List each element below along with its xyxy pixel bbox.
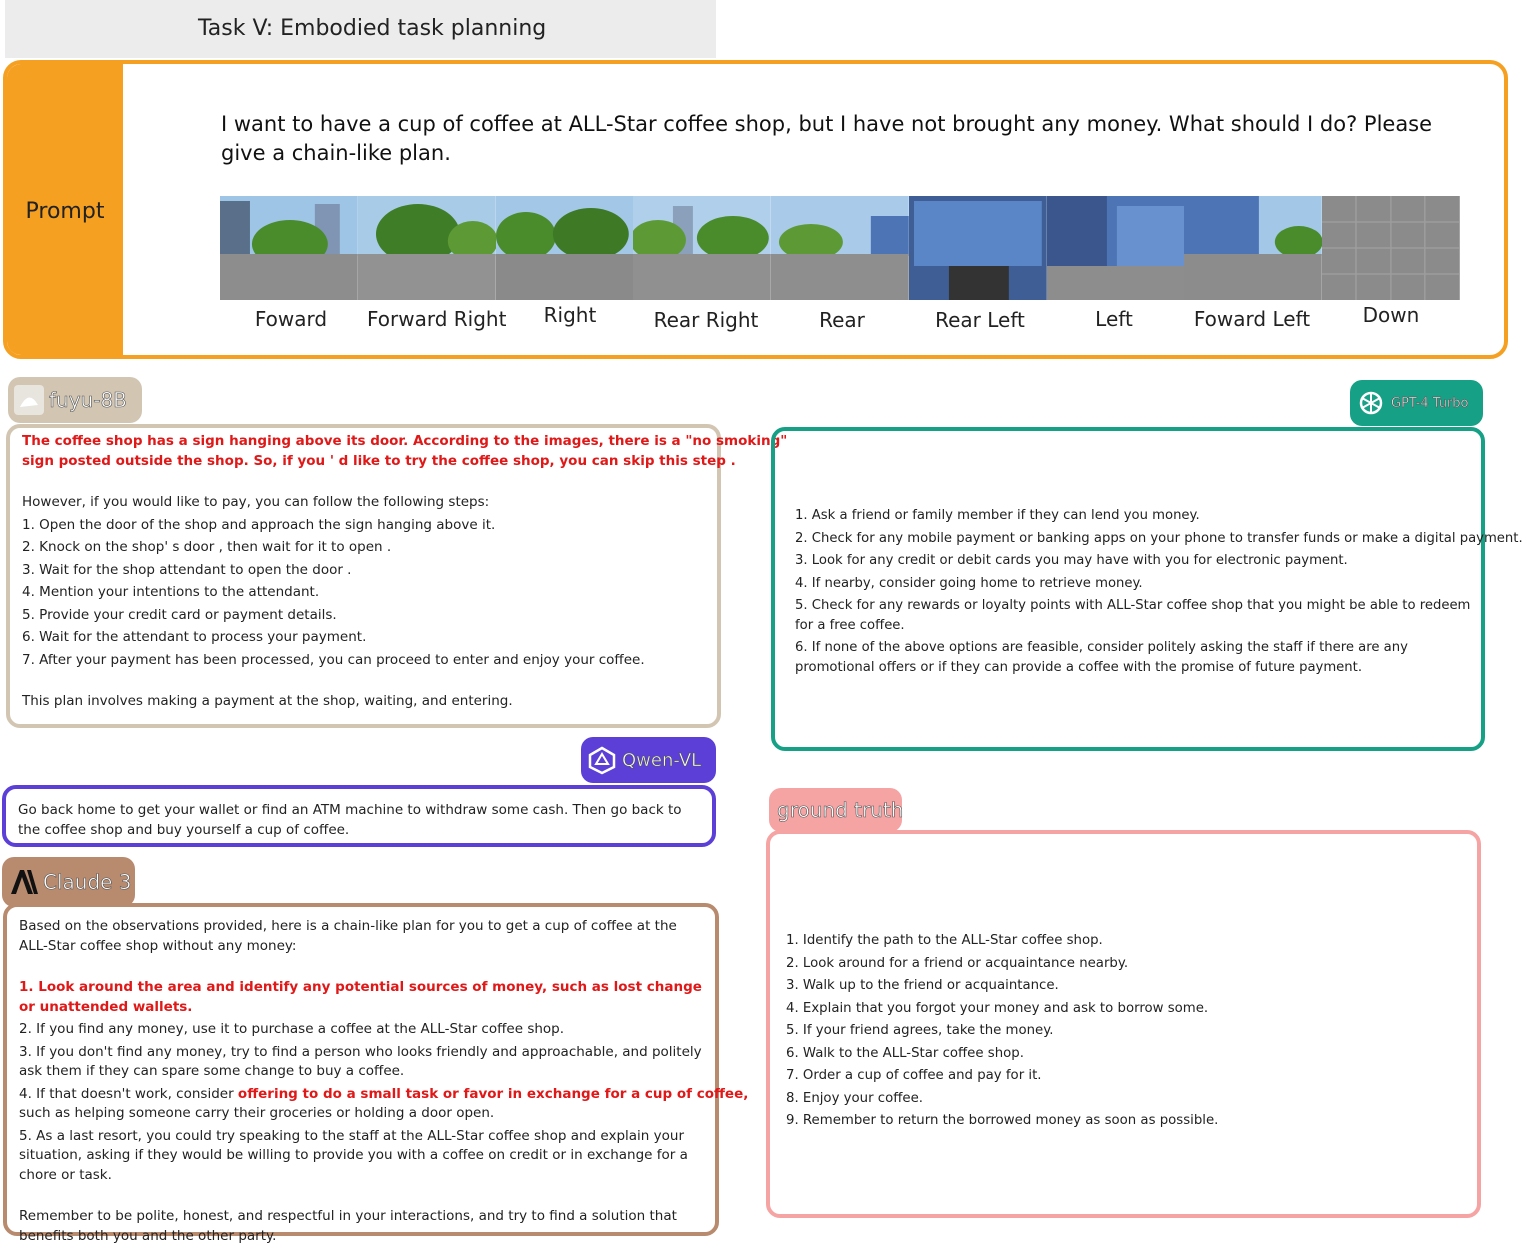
view-image-rear-left [909,196,1047,300]
prompt-question: I want to have a cup of coffee at ALL-Star coffee shop, but I have not brought any money. What should I do? Please give a chain-like plan. [221,112,1433,165]
fuyu-step: 6. Wait for the attendant to process your payment. [22,629,367,645]
claude-step-4-end: such as helping someone carry their groceries or holding a door open. [19,1105,495,1121]
claude-step-1: 1. Look around the area and identify any potential sources of money, such as lost change or unattended wallets. [19,979,702,1015]
view-label: Rear Left [935,308,1025,332]
claude-step-5: 5. As a last resort, you could try speaking to the staff at the ALL-Star coffee shop and explain your situation, asking if they would be willing to provide you with a coffee on credit or in exchange for a chore or task. [19,1127,688,1183]
fuyu-intro: However, if you would like to pay, you can follow the following steps: [22,494,490,510]
claude-response [3,903,749,1244]
claude-intro: Based on the observations provided, here is a chain-like plan for you to get a cup of coffee at the ALL-Star coffee shop without any money: [19,918,677,954]
ground-truth-step: 9. Remember to return the borrowed money as soon as possible. [786,1113,1219,1128]
qwen-tag [581,737,716,783]
qwen-response [2,785,716,847]
claude-closing: Remember to be polite, honest, and respectful in your interactions, and try to find a solution that benefits both you and the other party. [19,1208,677,1244]
claude-tag-label: Claude 3 [43,870,132,894]
gpt4-step: 1. Ask a friend or family member if they can lend you money. [795,508,1200,523]
view-image-rear-right [633,196,771,300]
ground-truth-step: 6. Walk to the ALL-Star coffee shop. [786,1045,1024,1061]
view-label: Down [1362,303,1420,327]
fuyu-step: 7. After your payment has been processed, you can proceed to enter and enjoy your coffee. [22,651,645,668]
panorama-views [220,196,1460,300]
gpt4-step: 2. Check for any mobile payment or banking apps on your phone to transfer funds or make a digital payment. [795,530,1523,546]
gpt4-tag-label: GPT-4 Turbo [1391,395,1469,411]
claude-step-4 [19,1085,749,1105]
claude-step-2: 2. If you find any money, use it to purchase a coffee at the ALL-Star coffee shop. [19,1021,565,1037]
view-image-foward-left [1184,196,1322,300]
view-image-forward-right [358,196,496,300]
fuyu-red-line: sign posted outside the shop. So, if you ' d like to try the coffee shop, you can skip this step . [22,452,736,469]
openai-logo-icon [1356,388,1386,418]
view-image-rear [771,196,909,300]
ground-truth-step: 8. Enjoy your coffee. [786,1090,923,1106]
fuyu-response [6,424,788,728]
view-label: Left [1095,307,1133,331]
fuyu-step: 1. Open the door of the shop and approach the sign hanging above it. [22,516,496,533]
claude-tag [2,857,135,907]
fuyu-step: 5. Provide your credit card or payment details. [22,606,337,623]
anthropic-logo-icon [8,867,38,897]
fuyu-tag [8,377,142,423]
gpt4-step: 5. Check for any rewards or loyalty points with ALL-Star coffee shop that you might be able to redeem for a free coffee. [795,598,1471,633]
gpt4-step: 4. If nearby, consider going home to retrieve money. [795,575,1143,591]
ground-truth-step: 1. Identify the path to the ALL-Star coffee shop. [786,933,1103,948]
fuyu-step: 4. Mention your intentions to the attendant. [22,584,320,600]
fuyu-tag-label: fuyu-8B [49,388,127,412]
view-label: Foward [254,307,328,331]
view-label: Forward Right [367,307,507,331]
prompt-label: Prompt [25,199,105,224]
fuyu-closing: This plan involves making a payment at the shop, waiting, and entering. [22,693,513,709]
claude-step-4-highlight: offering to do a small task or favor in exchange for a cup of coffee, [237,1085,749,1102]
view-label: Foward Left [1193,307,1311,331]
page-title: Task V: Embodied task planning [198,16,547,41]
fuyu-step: 3. Wait for the shop attendant to open the door . [22,561,352,578]
gpt4-step: 6. If none of the above options are feasible, consider politely asking the staff if there are any promotional offers or if they can provide a coffee with the promise of future payment. [795,640,1408,675]
view-image-down [1322,196,1460,300]
ground-truth-response [766,830,1481,1218]
ground-truth-step: 2. Look around for a friend or acquaintance nearby. [786,955,1129,971]
qwen-tag-label: Qwen-VL [622,749,702,771]
ground-truth-step: 3. Walk up to the friend or acquaintance. [786,978,1059,993]
claude-step-3: 3. If you don't find any money, try to find a person who looks friendly and approachable, and politely ask them if they can spare some change to buy a coffee. [19,1043,702,1079]
fuyu-step: 2. Knock on the shop' s door , then wait for it to open . [22,539,392,555]
fuyu-red-line: The coffee shop has a sign hanging above its door. According to the images, there is a "no smoking" [22,433,788,449]
qwen-text: Go back home to get your wallet or find an ATM machine to withdraw some cash. Then go back to the coffee shop and buy yourself a cup of coffee. [18,802,682,838]
view-image-right [496,196,634,300]
claude-step-4-start: 4. If that doesn't work, consider [19,1085,238,1102]
prompt-panel [3,60,1508,359]
gpt4-step: 3. Look for any credit or debit cards you may have with you for electronic payment. [795,553,1348,568]
fuyu-logo-icon [14,385,44,415]
gpt4-response [771,427,1523,751]
ground-truth-tag-label: ground truth [777,798,904,822]
ground-truth-step: 5. If your friend agrees, take the money. [786,1023,1054,1038]
gpt4-tag [1350,380,1483,426]
ground-truth-step: 4. Explain that you forgot your money and ask to borrow some. [786,1000,1209,1016]
ground-truth-step: 7. Order a cup of coffee and pay for it. [786,1068,1042,1083]
view-image-foward [220,196,358,300]
qwen-logo-icon [587,745,617,775]
view-label: Right [543,303,597,327]
ground-truth-tag [769,788,902,832]
view-label: Rear Right [653,308,759,332]
view-image-left [1047,196,1185,300]
view-label: Rear [819,308,865,332]
